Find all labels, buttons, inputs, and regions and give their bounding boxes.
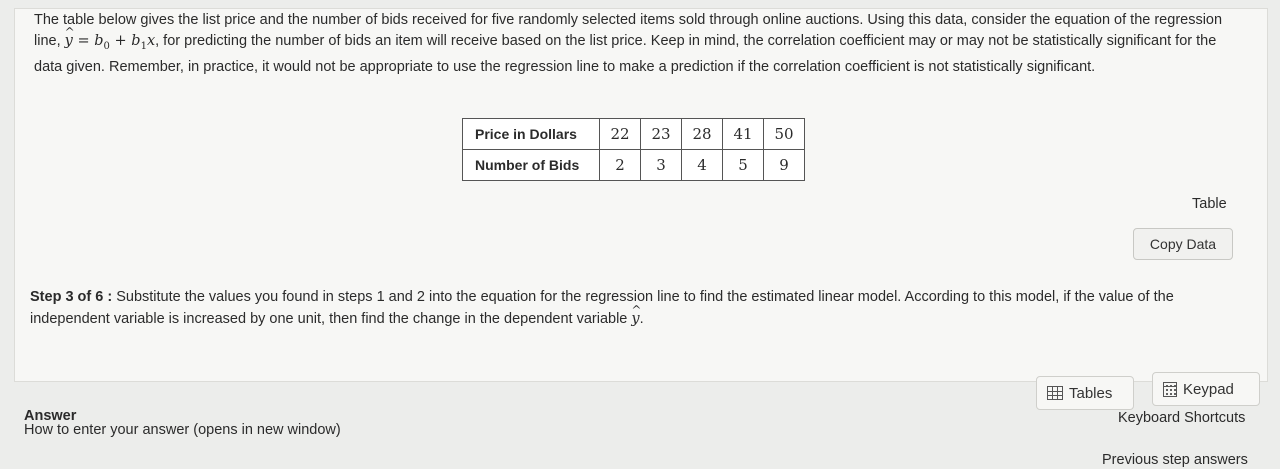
b0-subscript: 0 — [103, 40, 110, 52]
table-cell: 22 — [600, 119, 641, 150]
previous-step-answers-link[interactable]: Previous step answers — [1102, 452, 1248, 468]
table-grid-icon — [1047, 386, 1063, 400]
table-cell: 3 — [641, 150, 682, 181]
table-cell: 50 — [764, 119, 805, 150]
step-label: Step 3 of 6 : — [30, 289, 113, 305]
calculator-icon — [1163, 382, 1177, 397]
table-row — [463, 119, 805, 150]
table-cell: 4 — [682, 150, 723, 181]
answer-label: Answer — [24, 408, 77, 424]
regression-equation — [64, 33, 156, 52]
row-header-bids: Number of Bids — [463, 150, 600, 181]
question-intro — [34, 10, 1234, 78]
intro-text-2: , for predicting the number of bids an item will receive based on the list price. Keep in mind, the correlation coefficient may or may not be statistically significant for the data given. Remember, in practice, it would not be appropriate to use the regression line to make a prediction if the correlation coefficient is not statistically significant. — [34, 33, 1217, 75]
table-cell: 2 — [600, 150, 641, 181]
b1-subscript: 1 — [140, 40, 147, 52]
step-instructions — [30, 286, 1240, 330]
keypad-button-label: Keypad — [1183, 380, 1234, 398]
copy-data-button[interactable]: Copy Data — [1133, 228, 1233, 260]
how-to-enter-answer-link[interactable]: How to enter your answer (opens in new window) — [24, 422, 341, 438]
tables-button-label: Tables — [1069, 384, 1113, 402]
step-text: Substitute the values you found in steps 1 and 2 into the equation for the regression line to find the estimated linear model. According to this model, if the value of the independent variable is increased by one unit, then find the change in the dependent variable — [30, 289, 1174, 327]
keyboard-shortcuts-link[interactable]: Keyboard Shortcuts — [1118, 410, 1246, 426]
y-hat-variable: ^ y — [631, 308, 639, 330]
table-cell: 23 — [641, 119, 682, 150]
data-table — [462, 118, 805, 181]
row-header-price: Price in Dollars — [463, 119, 600, 150]
equals-sign: = — [72, 33, 95, 49]
step-period: . — [639, 311, 644, 327]
table-row — [463, 150, 805, 181]
table-cell: 41 — [723, 119, 764, 150]
b0: b — [94, 33, 104, 49]
table-cell: 28 — [682, 119, 723, 150]
intro-text-1: The table below gives the list price and the number of bids received for five randomly selected items sold through online auctions. Using this data, consider the equation of the regression line, — [34, 12, 1223, 49]
y-hat: ^ y — [65, 31, 73, 52]
tables-button[interactable] — [1036, 376, 1134, 410]
x-variable: x — [146, 33, 156, 49]
plus-sign: + — [109, 33, 132, 49]
keypad-button[interactable] — [1152, 372, 1260, 406]
table-cell: 5 — [723, 150, 764, 181]
table-label: Table — [1192, 196, 1227, 212]
b1: b — [131, 33, 141, 49]
table-cell: 9 — [764, 150, 805, 181]
